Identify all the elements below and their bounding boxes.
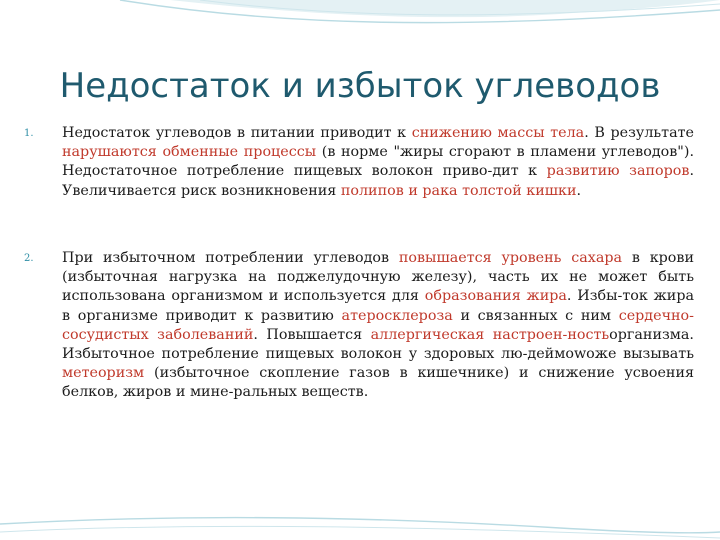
text-segment: . В результате: [584, 125, 694, 141]
highlighted-term: атеросклероза: [341, 307, 453, 324]
highlighted-term: сердечно-сосудистых заболеваний: [62, 307, 694, 343]
text-segment: (избыточное скопление газов в кишечнике) и снижение усвоения белков, жиров и мине-ральных веществ.: [62, 365, 694, 401]
text-segment: в крови (избыточная нагрузка на поджелудочную железу), часть их не может быть использована организмом и используется для: [62, 250, 694, 305]
item-text: [62, 249, 694, 403]
highlighted-term: полипов и рака толстой кишки: [340, 182, 577, 199]
highlighted-term: снижению массы тела: [411, 125, 585, 141]
item-number: 1.: [24, 128, 34, 139]
text-segment: и связанных с ним: [452, 307, 619, 324]
highlighted-term: образования жира: [424, 288, 567, 305]
highlighted-term: нарушаются обменные процессы: [62, 144, 317, 161]
text-segment: (в норме "жиры сгорают в пламени углеводов"). Недостаточное потребление пищевых волокон приво-дит к: [62, 144, 694, 180]
text-segment: организма. Избыточное потребление пищевых волокон у здоровых лю-деймowoже вызывать: [62, 326, 694, 363]
text-segment: . Увеличивается риск возникновения: [62, 163, 694, 199]
highlighted-term: развитию запоров: [546, 163, 690, 180]
highlighted-term: метеоризм: [62, 365, 145, 382]
slide-title: Недостаток и избыток углеводов: [59, 66, 661, 106]
text-segment: . Избы-ток жира в организме приводит к развитию: [62, 288, 694, 324]
highlighted-term: повышается уровень сахара: [398, 250, 623, 266]
text-segment: . Повышается: [253, 326, 371, 343]
text-segment: .: [576, 182, 582, 199]
text-segment: При избыточном потреблении углеводов: [62, 250, 399, 266]
item-text: [62, 124, 694, 201]
highlighted-term: аллергическая настроен-ность: [370, 326, 610, 343]
text-segment: Недостаток углеводов в питании приводит к: [62, 125, 412, 141]
item-number: 2.: [24, 253, 34, 264]
